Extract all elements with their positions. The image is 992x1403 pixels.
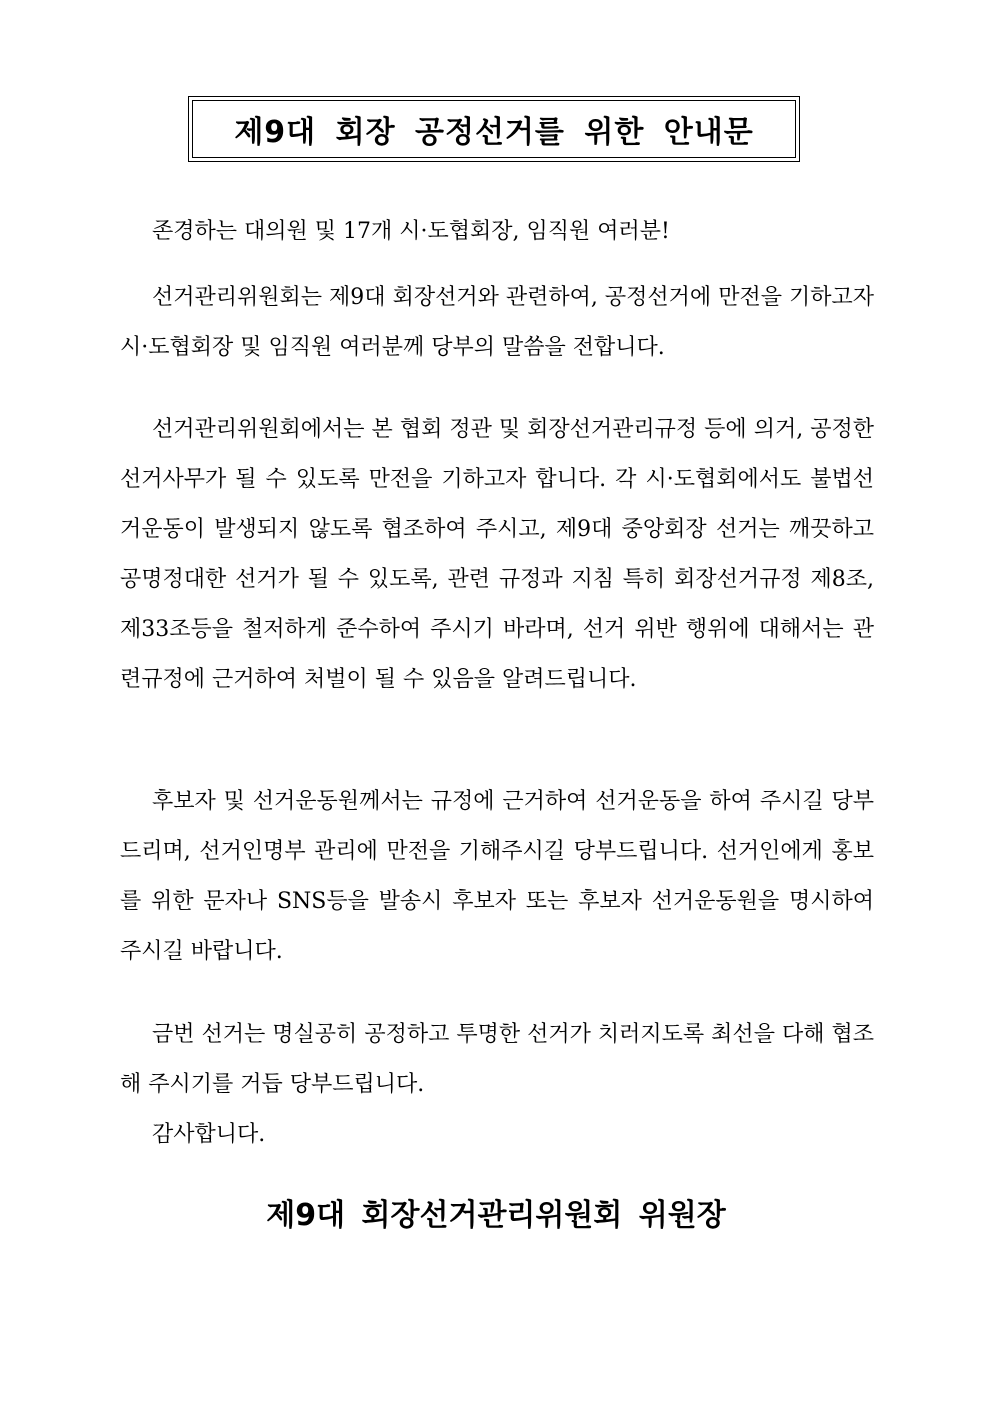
paragraph-2-block — [120, 405, 874, 705]
paragraph-1: 선거관리위원회는 제9대 회장선거와 관련하여, 공정선거에 만전을 기하고자 시·도협회장 및 임직원 여러분께 당부의 말씀을 전합니다. — [120, 285, 874, 360]
closing: 감사합니다. — [152, 1122, 266, 1147]
paragraph-3: 후보자 및 선거운동원께서는 규정에 근거하여 선거운동을 하여 주시길 당부드리며, 선거인명부 관리에 만전을 기해주시길 당부드립니다. 선거인에게 홍보를 위한 문자나 SNS등을 발송시 후보자 또는 후보자 선거운동원을 명시하여 주시길 바랍니다. — [120, 789, 874, 964]
paragraph-4: 금번 선거는 명실공히 공정하고 투명한 선거가 치러지도록 최선을 다해 협조해 주시기를 거듭 당부드립니다. — [120, 1022, 874, 1097]
paragraph-3-block — [120, 777, 874, 977]
greeting: 존경하는 대의원 및 17개 시·도협회장, 임직원 여러분! — [152, 219, 670, 244]
title-inner-border — [192, 100, 796, 158]
title-box — [188, 96, 800, 162]
paragraph-1-block — [120, 273, 874, 373]
signature: 제9대 회장선거관리위원회 위원장 — [266, 1198, 726, 1233]
greeting-block — [120, 207, 874, 257]
closing-block — [120, 1110, 874, 1160]
document-title: 제9대 회장 공정선거를 위한 안내문 — [234, 115, 754, 150]
paragraph-4-block — [120, 1010, 874, 1110]
paragraph-2: 선거관리위원회에서는 본 협회 정관 및 회장선거관리규정 등에 의거, 공정한 선거사무가 될 수 있도록 만전을 기하고자 합니다. 각 시·도협회에서도 불법선거운동이 발생되지 않도록 협조하여 주시고, 제9대 중앙회장 선거는 깨끗하고 공명정대한 선거가 될 수 있도록, 관련 규정과 지침 특히 회장선거규정 제8조, 제33조등을 철저하게 준수하여 주시기 바라며, 선거 위반 행위에 대해서는 관련규정에 근거하여 처벌이 될 수 있음을 알려드립니다. — [120, 417, 874, 692]
